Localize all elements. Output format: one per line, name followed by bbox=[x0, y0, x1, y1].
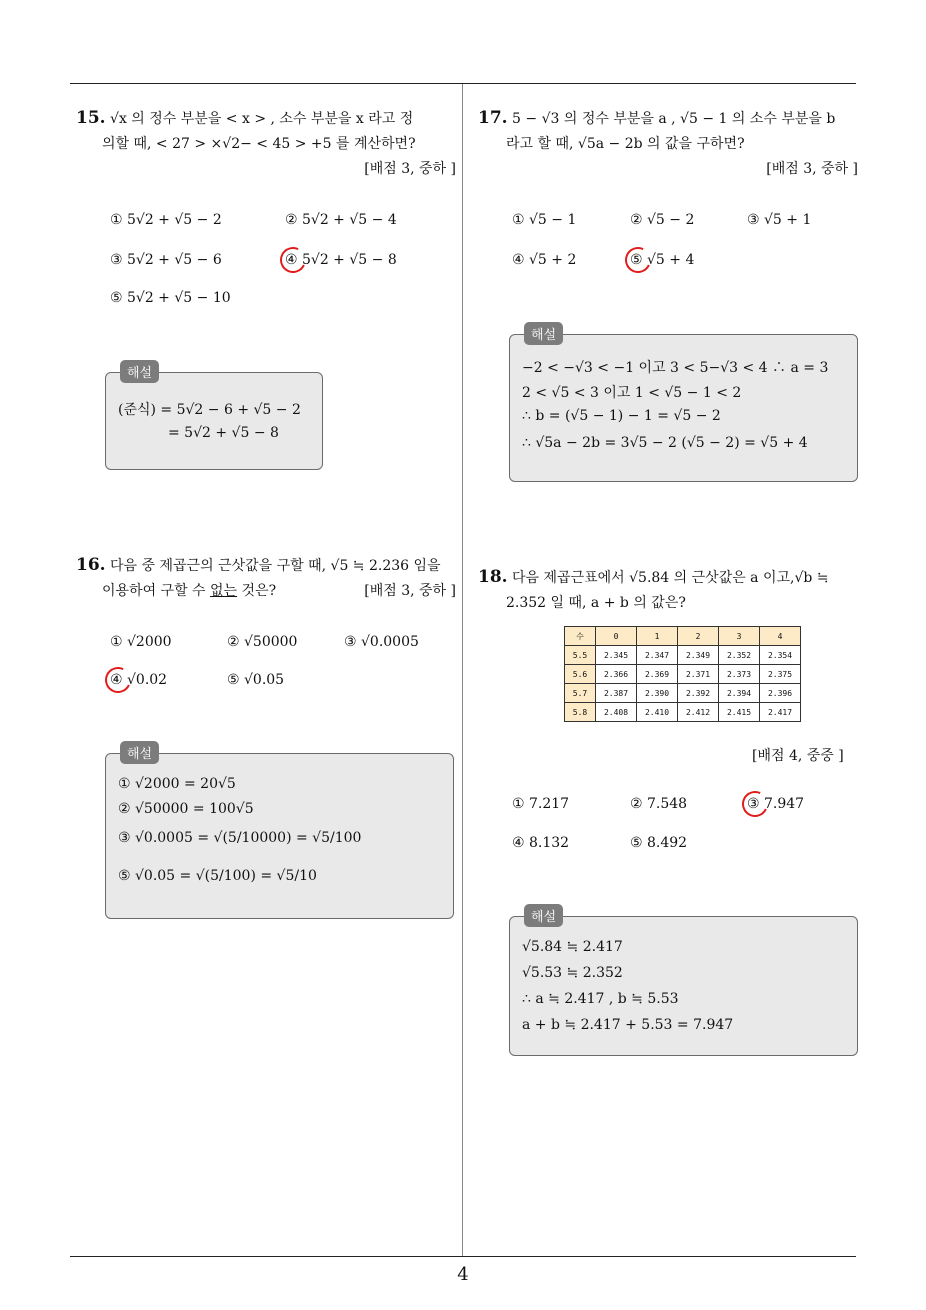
question-text: 5 − √3 의 정수 부분을 a , √5 − 1 의 소수 부분을 b bbox=[512, 111, 836, 127]
points-label: [배점 3, 중하 ] bbox=[766, 161, 858, 177]
option-2[interactable]: ② 5√2 + √5 − 4 bbox=[285, 212, 397, 228]
square-root-table bbox=[564, 626, 801, 722]
table-cell: 2.352 bbox=[719, 646, 760, 665]
table-cell: 2.396 bbox=[760, 684, 801, 703]
solution-line: ∴ b = (√5 − 1) − 1 = √5 − 2 bbox=[522, 408, 721, 424]
table-row bbox=[565, 703, 801, 722]
question-number: 17. bbox=[478, 108, 508, 128]
table-cell: 2.354 bbox=[760, 646, 801, 665]
question-15 bbox=[76, 106, 456, 182]
solution-label: 해설 bbox=[120, 360, 159, 383]
table-cell: 2.369 bbox=[637, 665, 678, 684]
table-header-cell: 2 bbox=[678, 627, 719, 646]
text-part: 이용하여 구할 수 bbox=[102, 583, 211, 599]
table-header-cell: 0 bbox=[596, 627, 637, 646]
question-number: 15. bbox=[76, 108, 106, 128]
table-row-head: 5.6 bbox=[565, 665, 596, 684]
option-text: ④ √0.02 bbox=[110, 672, 168, 688]
points-label: [배점 3, 중하 ] bbox=[364, 583, 456, 599]
option-5[interactable] bbox=[630, 252, 694, 268]
solution-line: ∴ a ≒ 2.417 , b ≒ 5.53 bbox=[522, 991, 679, 1007]
solution-line: = 5√2 + √5 − 8 bbox=[168, 425, 279, 441]
table-cell: 2.415 bbox=[719, 703, 760, 722]
option-4[interactable]: ④ √5 + 2 bbox=[512, 252, 577, 268]
question-text: 라고 할 때, √5a − 2b 의 값을 구하면? bbox=[506, 136, 745, 152]
table-header-cell: 수 bbox=[565, 627, 596, 646]
question-text: √x 의 정수 부분을 < x > , 소수 부분을 x 라고 정 bbox=[110, 111, 414, 127]
table-row bbox=[565, 665, 801, 684]
option-2[interactable]: ② √50000 bbox=[227, 634, 298, 650]
option-1[interactable]: ① √2000 bbox=[110, 634, 172, 650]
option-3[interactable]: ③ 5√2 + √5 − 6 bbox=[110, 252, 222, 268]
solution-line: 2 < √5 < 3 이고 1 < √5 − 1 < 2 bbox=[522, 385, 742, 401]
option-1[interactable]: ① √5 − 1 bbox=[512, 212, 577, 228]
table-row-head: 5.7 bbox=[565, 684, 596, 703]
solution-label: 해설 bbox=[120, 741, 159, 764]
table-cell: 2.417 bbox=[760, 703, 801, 722]
table-cell: 2.390 bbox=[637, 684, 678, 703]
option-3[interactable] bbox=[747, 796, 804, 812]
solution-line: √5.53 ≒ 2.352 bbox=[522, 965, 623, 981]
points-label: [배점 3, 중하 ] bbox=[364, 161, 456, 177]
text-part: 것은? bbox=[237, 583, 277, 599]
column-divider bbox=[462, 84, 463, 1256]
solution-label: 해설 bbox=[524, 904, 563, 927]
option-1[interactable]: ① 7.217 bbox=[512, 796, 570, 812]
question-16 bbox=[76, 553, 456, 604]
option-text: ⑤ √5 + 4 bbox=[630, 252, 695, 268]
table-cell: 2.412 bbox=[678, 703, 719, 722]
table-cell: 2.345 bbox=[596, 646, 637, 665]
question-text: 다음 중 제곱근의 근삿값을 구할 때, √5 ≒ 2.236 임을 bbox=[110, 558, 441, 574]
answer-circle-mark bbox=[738, 787, 771, 820]
option-4[interactable]: ④ 8.132 bbox=[512, 835, 570, 851]
top-rule bbox=[70, 83, 856, 84]
question-text: 의할 때, < 27 > ×√2− < 45 > +5 를 계산하면? bbox=[102, 136, 416, 152]
table-cell: 2.366 bbox=[596, 665, 637, 684]
question-text: 다음 제곱근표에서 √5.84 의 근삿값은 a 이고,√b ≒ bbox=[512, 570, 829, 586]
underlined-text: 없는 bbox=[210, 583, 238, 599]
option-5[interactable]: ⑤ √0.05 bbox=[227, 672, 285, 688]
solution-line: ② √50000 = 100√5 bbox=[118, 801, 254, 817]
option-1[interactable]: ① 5√2 + √5 − 2 bbox=[110, 212, 222, 228]
solution-box bbox=[509, 328, 858, 482]
option-2[interactable]: ② 7.548 bbox=[630, 796, 688, 812]
table-cell: 2.410 bbox=[637, 703, 678, 722]
option-4[interactable] bbox=[110, 672, 167, 688]
question-17 bbox=[478, 106, 858, 182]
solution-line: −2 < −√3 < −1 이고 3 < 5−√3 < 4 ∴ a = 3 bbox=[522, 360, 829, 376]
table-row-head: 5.5 bbox=[565, 646, 596, 665]
answer-circle-mark bbox=[276, 243, 309, 276]
table-row-head: 5.8 bbox=[565, 703, 596, 722]
option-3[interactable]: ③ √5 + 1 bbox=[747, 212, 812, 228]
table-cell: 2.408 bbox=[596, 703, 637, 722]
points-label: [배점 4, 중중 ] bbox=[752, 748, 844, 764]
table-header-cell: 3 bbox=[719, 627, 760, 646]
table-header-cell: 4 bbox=[760, 627, 801, 646]
option-4[interactable] bbox=[285, 252, 397, 268]
solution-line: (준식) = 5√2 − 6 + √5 − 2 bbox=[118, 402, 301, 418]
table-row bbox=[565, 646, 801, 665]
solution-line: ③ √0.0005 = √(5/10000) = √5/100 bbox=[118, 830, 362, 846]
solution-box bbox=[105, 747, 454, 919]
solution-line: ∴ √5a − 2b = 3√5 − 2 (√5 − 2) = √5 + 4 bbox=[522, 435, 808, 451]
table-row bbox=[565, 684, 801, 703]
page-number: 4 bbox=[457, 1264, 469, 1285]
option-text: ③ 7.947 bbox=[747, 796, 805, 812]
question-text bbox=[76, 579, 456, 604]
table-cell: 2.375 bbox=[760, 665, 801, 684]
solution-line: ① √2000 = 20√5 bbox=[118, 776, 236, 792]
bottom-rule bbox=[70, 1256, 856, 1257]
answer-circle-mark bbox=[621, 243, 654, 276]
question-number: 18. bbox=[478, 567, 508, 587]
table-cell: 2.371 bbox=[678, 665, 719, 684]
solution-line: √5.84 ≒ 2.417 bbox=[522, 939, 623, 955]
option-5[interactable]: ⑤ 8.492 bbox=[630, 835, 688, 851]
option-text: ④ 5√2 + √5 − 8 bbox=[285, 252, 397, 268]
option-2[interactable]: ② √5 − 2 bbox=[630, 212, 695, 228]
table-cell: 2.387 bbox=[596, 684, 637, 703]
solution-box bbox=[509, 910, 858, 1056]
table-cell: 2.392 bbox=[678, 684, 719, 703]
table-cell: 2.347 bbox=[637, 646, 678, 665]
solution-line: a + b ≒ 2.417 + 5.53 = 7.947 bbox=[522, 1017, 734, 1033]
option-3[interactable]: ③ √0.0005 bbox=[344, 634, 419, 650]
question-text: 2.352 일 때, a + b 의 값은? bbox=[506, 595, 686, 611]
solution-line: ⑤ √0.05 = √(5/100) = √5/10 bbox=[118, 868, 317, 884]
question-number: 16. bbox=[76, 555, 106, 575]
table-cell: 2.394 bbox=[719, 684, 760, 703]
question-18 bbox=[478, 565, 858, 616]
table-cell: 2.349 bbox=[678, 646, 719, 665]
table-header-cell: 1 bbox=[637, 627, 678, 646]
answer-circle-mark bbox=[101, 663, 134, 696]
solution-label: 해설 bbox=[524, 322, 563, 345]
option-5[interactable]: ⑤ 5√2 + √5 − 10 bbox=[110, 290, 231, 306]
table-header-row bbox=[565, 627, 801, 646]
solution-box bbox=[105, 366, 323, 470]
table-cell: 2.373 bbox=[719, 665, 760, 684]
